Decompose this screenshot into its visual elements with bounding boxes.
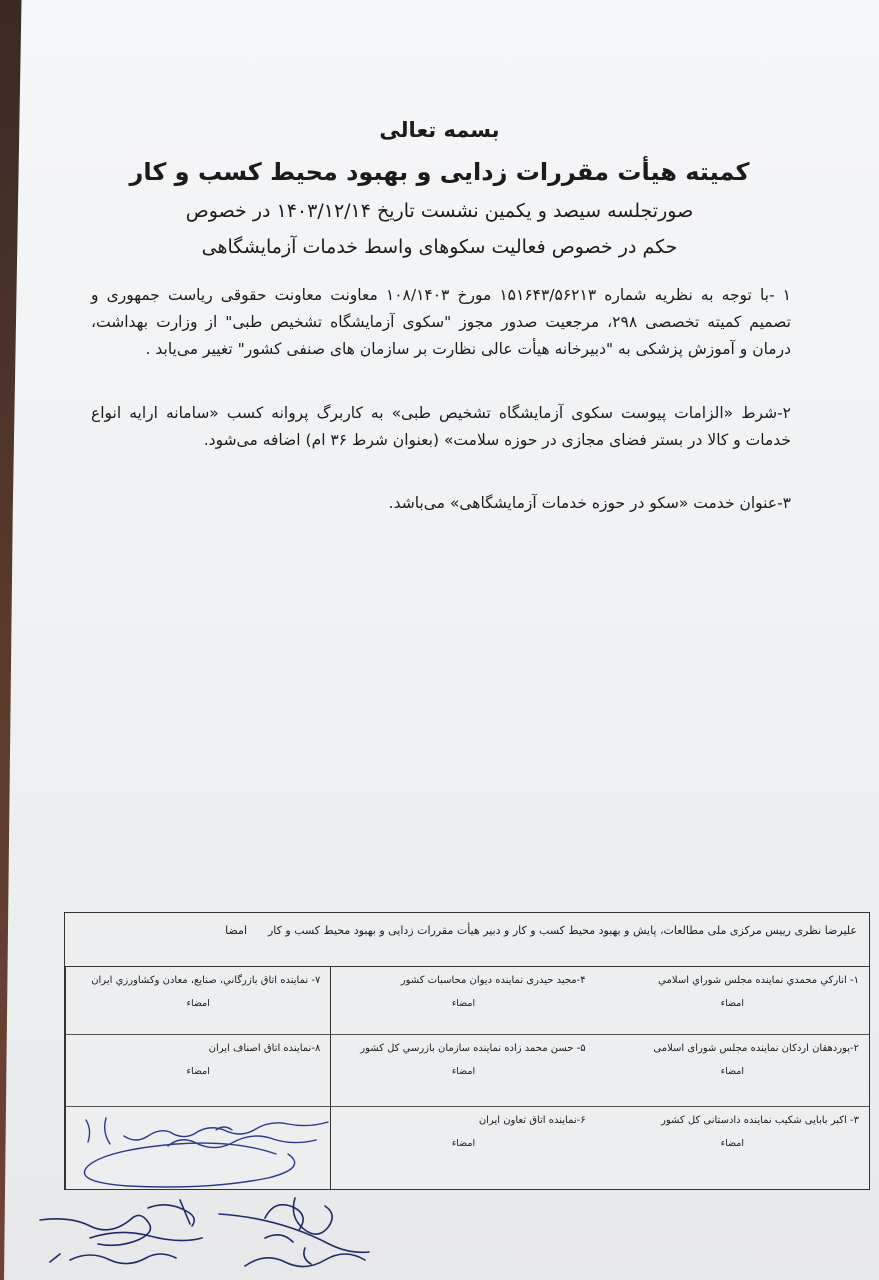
sign-label: امضاء bbox=[720, 1066, 744, 1077]
signatory-cell bbox=[596, 1035, 869, 1107]
committee-title: کمیته هیأت مقررات زدایی و بهبود محیط کسب و کار bbox=[129, 158, 750, 186]
chair-sign-label: امضا bbox=[225, 924, 247, 937]
sign-label: امضاء bbox=[451, 1138, 476, 1149]
signatory-name: ۲-پوردهقان اردکان نماینده مجلس شورای اسلامی bbox=[653, 1043, 859, 1054]
sign-label: امضاء bbox=[186, 998, 210, 1009]
signatory-name: ۴-مجید حیدری نماینده دیوان محاسبات کشور bbox=[400, 975, 586, 986]
signatory-cell bbox=[330, 1035, 595, 1107]
signatory-cell bbox=[65, 967, 330, 1035]
signature-grid bbox=[65, 967, 869, 1189]
signatory-name: ۱- اناركي محمدي نماينده مجلس شوراي اسلامي bbox=[658, 975, 859, 986]
minutes-line: صورتجلسه سیصد و یکمین نشست تاریخ ۱۴۰۳/۱۲/۱۴ در خصوص bbox=[185, 200, 694, 222]
chair-name: علیرضا نظری رییس مرکزی ملی مطالعات، پایش و بهبود محیط کسب و کار و دبیر هیأت مقررات زدایی و بهبود محیط کسب و کار bbox=[267, 924, 857, 937]
signature-table-header bbox=[65, 913, 869, 967]
subject-line: حکم در خصوص فعالیت سکوهای واسط خدمات آزمایشگاهی bbox=[201, 236, 678, 258]
signatory-cell-handwritten bbox=[65, 1107, 330, 1189]
sign-label: امضاء bbox=[451, 1066, 476, 1077]
signatory-name: ۵- حسن محمد زاده نماينده سازمان بازرسي كل كشور bbox=[360, 1043, 586, 1054]
sign-label: امضاء bbox=[451, 998, 476, 1009]
signatory-name: ۸-نماينده اتاق اصناف ايران bbox=[208, 1043, 321, 1054]
signatory-name: ۶-نماينده اتاق تعاون ايران bbox=[478, 1115, 586, 1126]
clause-3: ۳-عنوان خدمت «سکو در حوزه خدمات آزمایشگاهی» می‌باشد. bbox=[388, 494, 791, 512]
signatory-cell bbox=[330, 967, 595, 1035]
signatory-cell bbox=[65, 1035, 330, 1107]
basmala-heading: بسمه تعالی bbox=[379, 118, 500, 142]
sign-label: امضاء bbox=[720, 1138, 744, 1149]
clause-2: ۲-شرط «الزامات پیوست سکوی آزمایشگاه تشخیص طبی» به کاربرگ پروانه کسب «سامانه ارایه انواع خدمات و کالا در بستر فضای مجازی در حوزه سلامت» (بعنوان شرط ۳۶ ام) اضافه می‌شود. bbox=[91, 404, 791, 449]
signatory-cell bbox=[596, 967, 869, 1035]
signatory-name: ۳- اکبر بابایی شکیب نماینده دادستانی کل کشور bbox=[661, 1115, 859, 1126]
sign-label: امضاء bbox=[186, 1066, 210, 1077]
signatory-name: ۷- نماينده اتاق بازرگاني، صنايع، معادن وكشاورزي ايران bbox=[91, 975, 321, 986]
clause-1: ۱ -با توجه به نظریه شماره ۱۵۱۶۴۳/۵۶۲۱۳ مورخ ۱۰۸/۱۴۰۳ معاونت معاونت حقوقی ریاست جمهوری و تصمیم کمیته تخصصی ۲۹۸، مرجعیت صدور مجوز "سکوی آزمایشگاه تشخیص طبی" از وزارت بهداشت، درمان و آموزش پزشکی به "دبیرخانه هیأت عالی نظارت بر سازمان های صنفی کشور" تغییر می‌یابد . bbox=[91, 286, 791, 358]
signatory-cell bbox=[596, 1107, 869, 1189]
signature-table bbox=[64, 912, 870, 1190]
sign-label: امضاء bbox=[720, 998, 744, 1009]
signatory-cell bbox=[330, 1107, 595, 1189]
